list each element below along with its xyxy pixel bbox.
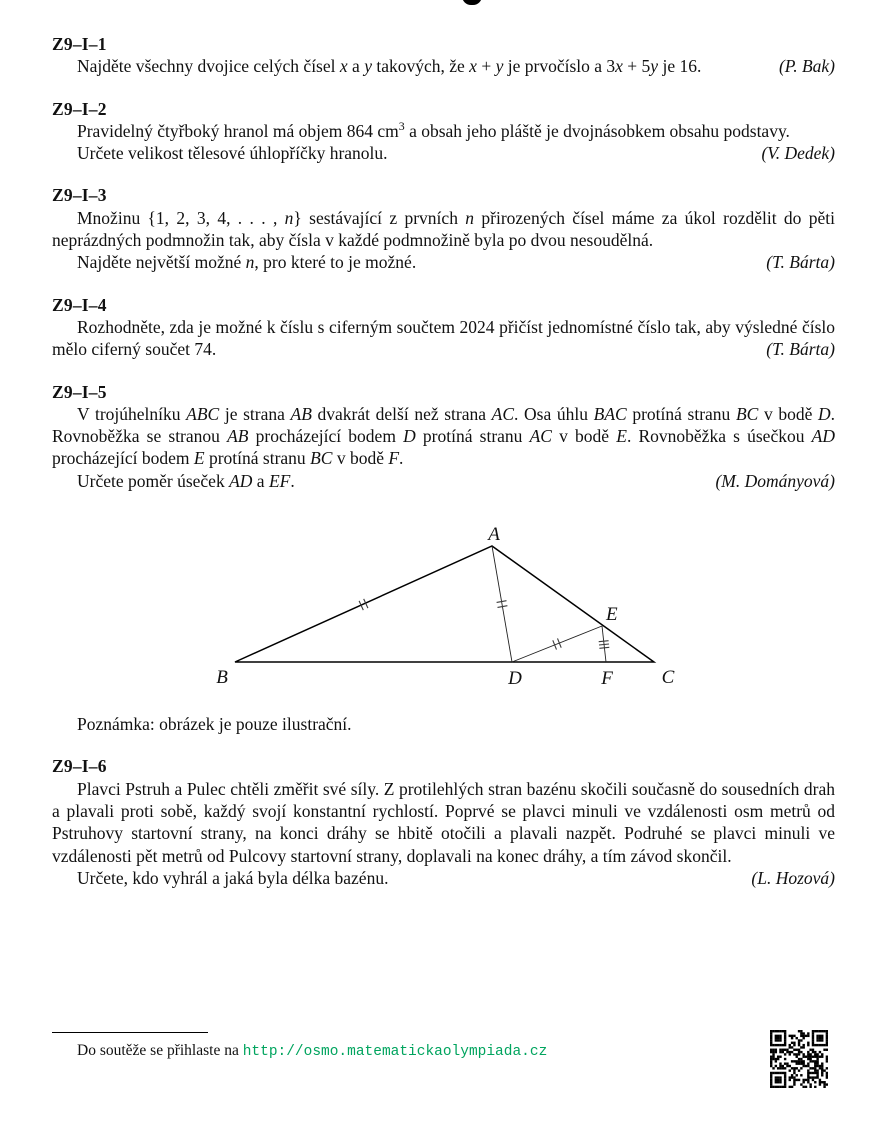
vertex-label-F: F [601, 668, 613, 690]
math-italic-text: x [339, 56, 348, 77]
body-text: Množinu {1, 2, 3, 4, . . . , [77, 207, 285, 228]
math-italic-text: n [284, 207, 294, 228]
problem-section [52, 381, 835, 492]
body-text: je strana [219, 403, 291, 424]
author-credit: (M. Dományová) [715, 470, 835, 491]
triangle-figure [200, 520, 710, 696]
body-text: a [252, 470, 269, 491]
problem-section [52, 33, 835, 78]
vertex-label-E: E [606, 604, 618, 626]
problem-paragraph [52, 120, 835, 142]
math-italic-text: D [817, 403, 831, 424]
body-text: je 16. [658, 56, 702, 77]
math-italic-text: E [616, 426, 627, 447]
body-text: protíná stranu [415, 426, 530, 447]
body-text: protíná stranu [626, 403, 736, 424]
vertex-label-C: C [661, 667, 675, 689]
math-italic-text: y [650, 56, 659, 77]
triangle-outline [235, 546, 654, 662]
problem-paragraph [52, 207, 835, 252]
problem-paragraph [52, 403, 835, 470]
body-text: . Osa úhlu [514, 403, 594, 424]
vertex-label-B: B [216, 667, 228, 689]
body-text: v bodě [758, 403, 818, 424]
triangle-figure-svg [200, 520, 710, 696]
body-text: Plavci Pstruh a Pulec chtěli změřit své síly. Z protilehlých stran bazénu skočili současně do sousedních drah a plavali proti sobě, každý svojí konstantní rychlostí. Poprvé se plavci minuli ve vzdálenosti osm metrů od Pstruhovy startovní strany, na konci dráhy se hbitě otočili a plavali nazpět. Podruhé se plavci minuli ve vzdálenosti pět metrů od Pulcovy startovní strany, doplavali na konec dráhy, a tím závod skončil. [52, 778, 835, 866]
author-credit: (P. Bak) [778, 56, 835, 77]
problem-heading: Z9–I–5 [52, 381, 107, 402]
body-text: Rozhodněte, zda je možné k číslu s ciferným součtem 2024 přičíst jednomístné číslo tak, aby výsledné číslo mělo ciferný součet 74. [52, 316, 835, 360]
body-text: Najděte největší možné [77, 252, 246, 273]
body-text: Určete velikost tělesové úhlopříčky hranolu. [77, 143, 388, 164]
problem-heading: Z9–I–2 [52, 98, 107, 119]
problem-paragraph [52, 470, 835, 492]
body-text: a obsah jeho pláště je dvojnásobkem obsahu podstavy. [404, 120, 790, 141]
problem-heading: Z9–I–4 [52, 294, 107, 315]
math-italic-text: AD [811, 426, 835, 447]
body-text: + 5 [622, 56, 651, 77]
problem-heading: Z9–I–1 [52, 34, 107, 54]
body-text: procházející bodem [248, 426, 404, 447]
math-italic-text: EF [268, 470, 291, 491]
math-italic-text: BAC [593, 403, 627, 424]
math-italic-text: AC [491, 403, 515, 424]
math-italic-text: ABC [186, 403, 220, 424]
document-body [52, 0, 835, 889]
problem-paragraph [52, 251, 835, 273]
body-text: . [290, 470, 295, 491]
footer-prefix: Do soutěže se přihlaste na [77, 1042, 243, 1059]
superscript-text: 3 [398, 119, 405, 134]
math-italic-text: x [469, 56, 477, 77]
author-credit: (T. Bárta) [766, 252, 835, 273]
problems-top [52, 33, 835, 492]
body-text: protíná stranu [204, 448, 311, 469]
problem-paragraph [52, 142, 835, 164]
problems-bottom [52, 755, 835, 889]
qr-code-icon [770, 1030, 828, 1088]
body-text: Poznámka: obrázek je pouze ilustrační. [77, 714, 352, 735]
math-italic-text: F [388, 448, 400, 469]
problem-paragraph [52, 55, 835, 77]
math-italic-text: AD [229, 470, 253, 491]
body-text: . [399, 448, 404, 469]
author-credit: (T. Bárta) [766, 339, 835, 360]
body-text: je prvočíslo a 3 [503, 56, 616, 77]
math-italic-text: n [465, 207, 475, 228]
math-italic-text: AB [227, 426, 249, 447]
body-text: Určete, kdo vyhrál a jaká byla délka bazénu. [77, 867, 389, 888]
body-text: , pro které to je možné. [254, 252, 417, 273]
vertex-label-D: D [508, 668, 522, 690]
math-italic-text: y [495, 56, 504, 77]
body-text: . Rovnoběžka se stranou [52, 403, 835, 447]
body-text: Pravidelný čtyřboký hranol má objem 864 cm [77, 120, 399, 141]
problem-heading: Z9–I–6 [52, 756, 107, 777]
math-italic-text: BC [735, 403, 759, 424]
problem-section [52, 294, 835, 361]
math-italic-text: BC [310, 448, 333, 469]
figure-note [52, 713, 835, 735]
body-text: takových, že [371, 56, 470, 77]
vertex-label-A: A [488, 524, 500, 546]
body-text: a [347, 56, 365, 77]
footer-text [52, 1041, 752, 1062]
math-italic-text: y [364, 56, 372, 77]
segment-AD [492, 546, 512, 662]
problem-paragraph [52, 778, 835, 867]
body-text: dvakrát delší než strana [311, 403, 492, 424]
math-italic-text: AB [290, 403, 312, 424]
math-italic-text: D [403, 426, 416, 447]
body-text: v bodě [332, 448, 389, 469]
body-text: . Rovnoběžka s úsečkou [626, 426, 812, 447]
body-text: v bodě [551, 426, 617, 447]
body-text: V trojúhelníku [77, 403, 187, 424]
segment-DE [512, 626, 602, 662]
body-text: + [476, 56, 496, 77]
body-text: přirozených čísel máme za úkol rozdělit do pěti neprázdných podmnožin tak, aby čísla v každé podmnožině byla po dvou nesoudělná. [52, 207, 836, 251]
body-text: Určete poměr úseček [77, 470, 230, 491]
author-credit: (L. Hozová) [751, 867, 835, 888]
math-italic-text: x [615, 56, 623, 77]
body-text: procházející bodem [52, 448, 194, 469]
math-italic-text: E [193, 448, 205, 469]
body-text: Najděte všechny dvojice celých čísel [77, 56, 340, 77]
registration-url-link[interactable]: http://osmo.matematickaolympiada.cz [242, 1044, 548, 1060]
note-paragraph [52, 713, 835, 735]
math-italic-text: AC [529, 426, 552, 447]
footnote-rule [52, 1032, 208, 1033]
problem-section [52, 755, 835, 889]
author-credit: (V. Dedek) [761, 143, 835, 164]
problem-paragraph [52, 867, 835, 889]
problem-heading: Z9–I–3 [52, 185, 107, 206]
body-text: } sestávající z prvních [293, 207, 466, 228]
problem-section [52, 184, 835, 273]
math-italic-text: n [245, 252, 255, 273]
problem-section [52, 98, 835, 165]
problem-paragraph [52, 316, 835, 361]
